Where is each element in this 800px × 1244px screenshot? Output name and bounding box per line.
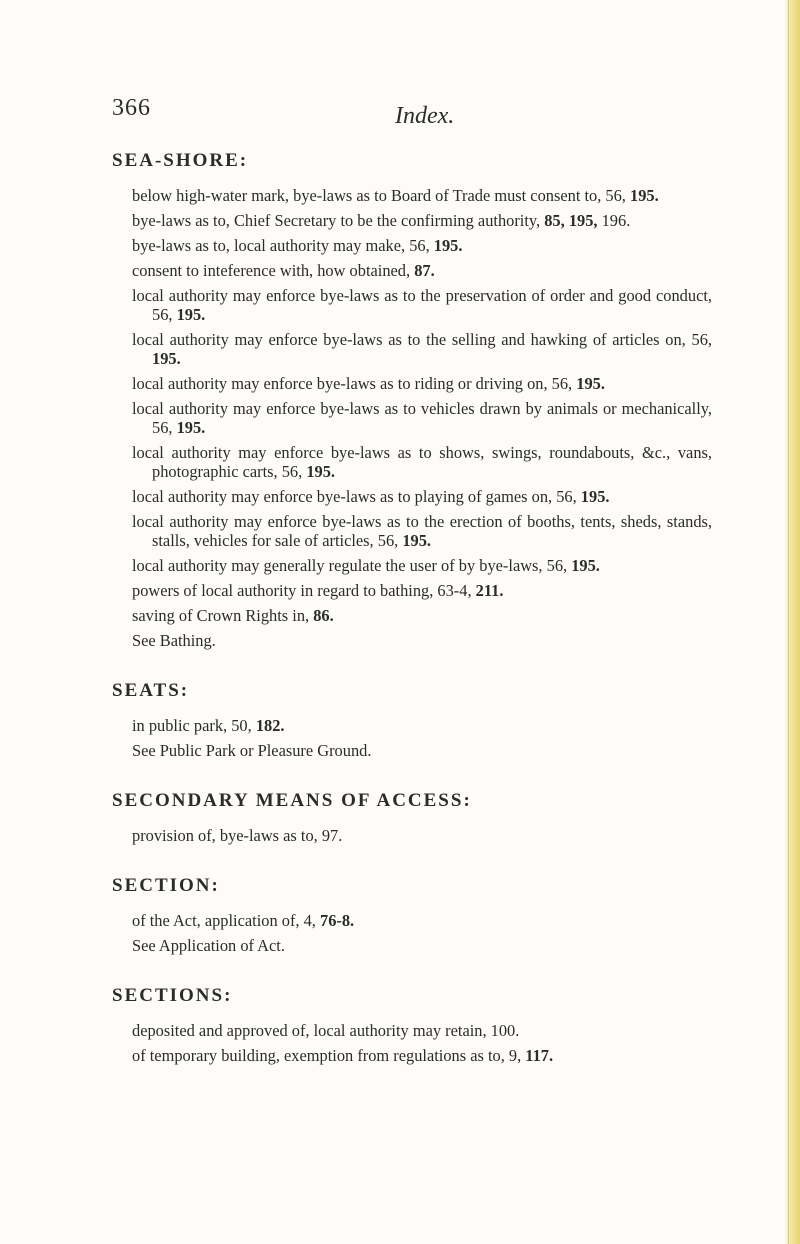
entry-page-ref: 195. xyxy=(571,556,600,575)
index-entry xyxy=(132,186,712,205)
index-section xyxy=(112,150,712,650)
entry-page-ref: 87. xyxy=(414,261,435,280)
entry-page-ref: 195. xyxy=(176,418,206,437)
index-entry xyxy=(132,399,712,437)
index-entry xyxy=(132,330,712,368)
entry-text: bye-laws as to, Chief Secretary to be the confirming authority, xyxy=(132,211,545,230)
entry-text: below high-water mark, bye-laws as to Board of Trade must consent to, 56, xyxy=(132,186,631,205)
entry-page-ref: 195. xyxy=(630,186,659,205)
entry-text: local authority may enforce bye-laws as to the preservation of order and good conduct, 56, xyxy=(132,286,712,324)
entry-text: of temporary building, exemption from regulations as to, 9, xyxy=(132,1046,526,1065)
index-section xyxy=(112,790,712,845)
running-title: Index. xyxy=(395,103,455,129)
entry-page-ref: 117. xyxy=(525,1046,554,1065)
index-entry xyxy=(132,911,712,930)
entry-page-ref: 182. xyxy=(255,716,285,735)
section-heading: SECTIONS: xyxy=(112,985,233,1006)
index-entry xyxy=(132,716,712,735)
index-entry xyxy=(132,487,712,506)
entry-text: local authority may generally regulate the user of by bye-laws, 56, xyxy=(132,556,572,575)
entry-text: saving of Crown Rights in, xyxy=(132,606,314,625)
index-entry xyxy=(132,741,712,760)
index-entry xyxy=(132,286,712,324)
entry-text: powers of local authority in regard to bathing, 63-4, xyxy=(132,581,476,600)
entry-page-ref: 195. xyxy=(176,305,206,324)
entry-page-ref: 195. xyxy=(306,462,335,481)
entry-text: deposited and approved of, local authority may retain, 100. xyxy=(132,1021,520,1040)
entry-text: consent to inteference with, how obtained, xyxy=(132,261,415,280)
entry-page-ref: 195. xyxy=(433,236,463,255)
entry-text: of the Act, application of, 4, xyxy=(132,911,320,930)
entry-page-ref: 195. xyxy=(402,531,432,550)
entry-text: bye-laws as to, local authority may make, 56, xyxy=(132,236,434,255)
index-entry xyxy=(132,581,712,600)
entry-text: See Bathing. xyxy=(132,631,216,650)
entry-text: See Application of Act. xyxy=(132,936,285,955)
index-entry xyxy=(132,606,712,625)
section-heading: SECONDARY MEANS OF ACCESS: xyxy=(112,790,472,811)
section-heading: SEA-SHORE: xyxy=(112,150,249,171)
entry-text: local authority may enforce bye-laws as to playing of games on, 56, xyxy=(132,487,581,506)
entry-page-ref: 211. xyxy=(475,581,504,600)
index-entry xyxy=(132,1046,712,1065)
index-entry xyxy=(132,512,712,550)
index-content xyxy=(112,150,712,1095)
entry-page-ref: 86. xyxy=(313,606,334,625)
entry-page-ref: 76-8. xyxy=(320,911,355,930)
section-heading: SECTION: xyxy=(112,875,220,896)
index-entry xyxy=(132,443,712,481)
entry-text: in public park, 50, xyxy=(132,716,256,735)
index-section xyxy=(112,875,712,955)
entry-page-ref: 85, 195, xyxy=(544,211,598,230)
index-entry xyxy=(132,261,712,280)
index-entry xyxy=(132,1021,712,1040)
section-heading: SEATS: xyxy=(112,680,190,701)
entry-text: local authority may enforce bye-laws as to vehicles drawn by animals or mechanically, 56, xyxy=(132,399,712,437)
entry-page-ref: 195. xyxy=(152,349,181,368)
entry-text: provision of, bye-laws as to, 97. xyxy=(132,826,343,845)
index-section xyxy=(112,680,712,760)
page-header xyxy=(112,95,672,135)
index-entry xyxy=(132,936,712,955)
index-entry xyxy=(132,631,712,650)
entry-text: local authority may enforce bye-laws as to riding or driving on, 56, xyxy=(132,374,577,393)
index-entry xyxy=(132,826,712,845)
entry-page-ref: 195. xyxy=(580,487,610,506)
entry-text: local authority may enforce bye-laws as to shows, swings, roundabouts, &c., vans, photographic carts, 56, xyxy=(132,443,712,481)
index-entry xyxy=(132,374,712,393)
index-section xyxy=(112,985,712,1065)
index-entry xyxy=(132,556,712,575)
index-entry xyxy=(132,211,712,230)
page-edge-line xyxy=(788,0,789,1244)
page-edge xyxy=(784,0,800,1244)
page-number: 366 xyxy=(112,95,151,121)
entry-text: local authority may enforce bye-laws as to the erection of booths, tents, sheds, stands, stalls, vehicles for sale of articles, 56, xyxy=(132,512,712,550)
entry-page-ref: 195. xyxy=(576,374,605,393)
entry-text: See Public Park or Pleasure Ground. xyxy=(132,741,372,760)
entry-text: local authority may enforce bye-laws as to the selling and hawking of articles on, 56, xyxy=(132,330,712,349)
index-entry xyxy=(132,236,712,255)
entry-text-tail: 196. xyxy=(597,211,631,230)
